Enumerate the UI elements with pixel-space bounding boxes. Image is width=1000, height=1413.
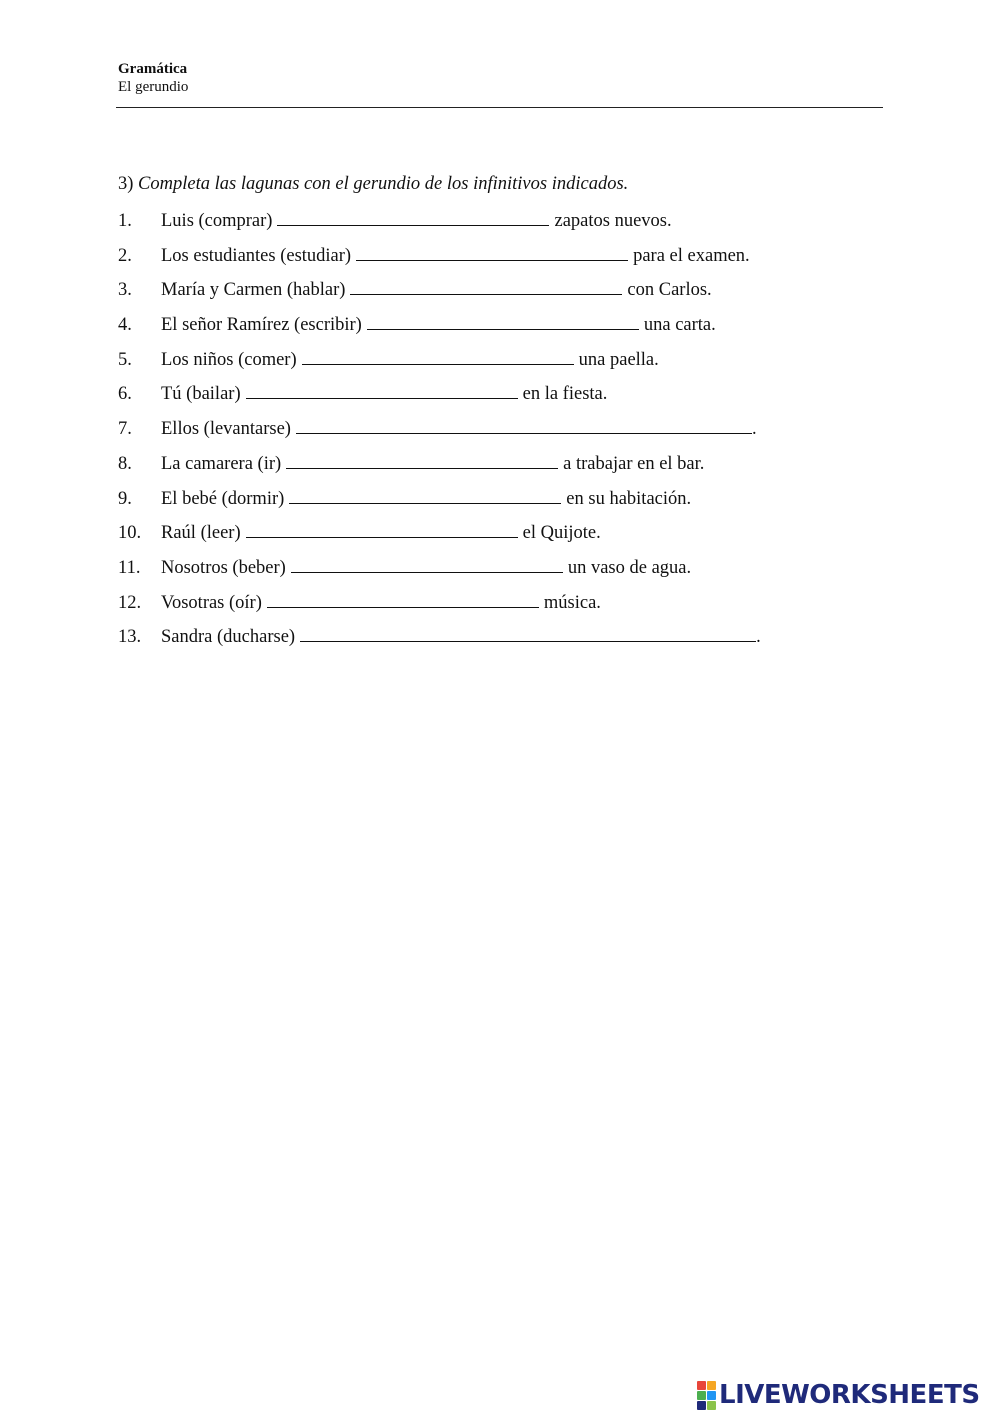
- item-prompt: María y Carmen (hablar): [161, 280, 346, 301]
- item-number: 6.: [118, 384, 132, 405]
- exercise-number: 3): [118, 174, 134, 194]
- exercise-list: [118, 207, 878, 658]
- item-completion: en la fiesta.: [522, 384, 608, 405]
- item-completion: a trabajar en el bar.: [563, 453, 705, 474]
- answer-blank[interactable]: [277, 207, 549, 226]
- item-prompt: Luis (comprar): [161, 211, 273, 231]
- page-header: [118, 60, 883, 96]
- item-prompt: Los niños (comer): [161, 349, 297, 370]
- liveworksheets-logo-icon: [697, 1381, 716, 1410]
- item-number: 13.: [118, 627, 142, 648]
- exercise-item: [118, 485, 878, 520]
- exercise-item: [118, 519, 878, 554]
- item-completion: una carta.: [643, 315, 716, 336]
- item-number: 2.: [118, 245, 132, 266]
- answer-blank[interactable]: [267, 589, 539, 608]
- item-prompt: La camarera (ir): [161, 453, 282, 474]
- logo-icon-square: [707, 1381, 716, 1390]
- item-content: [161, 380, 607, 406]
- exercise-item: [118, 554, 878, 589]
- logo-icon-square: [697, 1381, 706, 1390]
- answer-blank[interactable]: [286, 450, 558, 469]
- item-prompt: Raúl (leer): [161, 523, 241, 544]
- answer-blank[interactable]: [246, 519, 518, 538]
- logo-text: LIVEWORKSHEETS: [719, 1380, 980, 1410]
- answer-blank[interactable]: [367, 311, 639, 330]
- item-content: [161, 242, 750, 268]
- item-completion: en su habitación.: [566, 488, 692, 509]
- item-completion: música.: [543, 592, 601, 613]
- exercise-item: [118, 450, 878, 485]
- answer-blank[interactable]: [246, 380, 518, 399]
- logo-icon-square: [697, 1401, 706, 1410]
- item-content: [161, 554, 691, 580]
- exercise-item: [118, 311, 878, 346]
- item-content: [161, 485, 691, 511]
- item-prompt: El señor Ramírez (escribir): [161, 315, 362, 336]
- item-number: 3.: [118, 280, 132, 301]
- logo-icon-square: [697, 1391, 706, 1400]
- exercise-item: [118, 346, 878, 381]
- item-number: 4.: [118, 315, 132, 336]
- item-completion: el Quijote.: [522, 523, 601, 544]
- logo-icon-square: [707, 1401, 716, 1410]
- answer-blank[interactable]: [289, 485, 561, 504]
- item-prompt: Los estudiantes (estudiar): [161, 245, 352, 266]
- item-number: 7.: [118, 419, 132, 440]
- item-number: 11.: [118, 557, 141, 578]
- answer-blank[interactable]: [291, 554, 563, 573]
- exercise-item: [118, 623, 878, 658]
- item-number: 10.: [118, 523, 142, 544]
- item-prompt: Vosotras (oír): [161, 592, 262, 613]
- logo-icon-square: [707, 1391, 716, 1400]
- item-completion: con Carlos.: [627, 280, 712, 301]
- item-prompt: Tú (bailar): [161, 384, 241, 405]
- exercise-item: [118, 207, 878, 242]
- answer-blank[interactable]: [296, 415, 752, 434]
- item-completion: .: [751, 419, 757, 440]
- item-content: [161, 346, 659, 372]
- item-number: 5.: [118, 349, 132, 370]
- item-content: [161, 311, 716, 337]
- item-prompt: Nosotros (beber): [161, 557, 286, 578]
- item-content: [161, 589, 601, 615]
- item-number: 9.: [118, 488, 132, 509]
- header-subtitle: El gerundio: [118, 79, 189, 95]
- item-content: [161, 207, 672, 233]
- answer-blank[interactable]: [356, 242, 628, 261]
- exercise-item: [118, 242, 878, 277]
- item-content: [161, 623, 761, 649]
- item-content: [161, 450, 704, 476]
- item-completion: .: [756, 627, 761, 648]
- header-divider: [116, 107, 883, 108]
- item-content: [161, 519, 601, 545]
- header-title: Gramática: [118, 61, 188, 77]
- item-completion: un vaso de agua.: [567, 557, 692, 578]
- item-completion: una paella.: [578, 349, 659, 370]
- answer-blank[interactable]: [300, 623, 756, 642]
- exercise-section: [118, 172, 878, 658]
- item-number: 12.: [118, 592, 142, 613]
- item-completion: zapatos nuevos.: [554, 211, 672, 231]
- exercise-item: [118, 380, 878, 415]
- item-content: [161, 276, 712, 302]
- item-prompt: Ellos (levantarse): [161, 419, 291, 440]
- item-prompt: El bebé (dormir): [161, 488, 285, 509]
- instruction-text: Completa las lagunas con el gerundio de los infinitivos indicados.: [138, 174, 629, 194]
- item-number: 8.: [118, 453, 132, 474]
- item-content: [161, 415, 757, 441]
- exercise-instruction: [118, 172, 878, 196]
- item-completion: para el examen.: [633, 245, 750, 266]
- exercise-item: [118, 276, 878, 311]
- exercise-item: [118, 415, 878, 450]
- answer-blank[interactable]: [302, 346, 574, 365]
- liveworksheets-logo: [697, 1378, 980, 1412]
- answer-blank[interactable]: [350, 276, 622, 295]
- item-prompt: Sandra (ducharse): [161, 627, 296, 648]
- exercise-item: [118, 589, 878, 624]
- item-number: 1.: [118, 211, 132, 231]
